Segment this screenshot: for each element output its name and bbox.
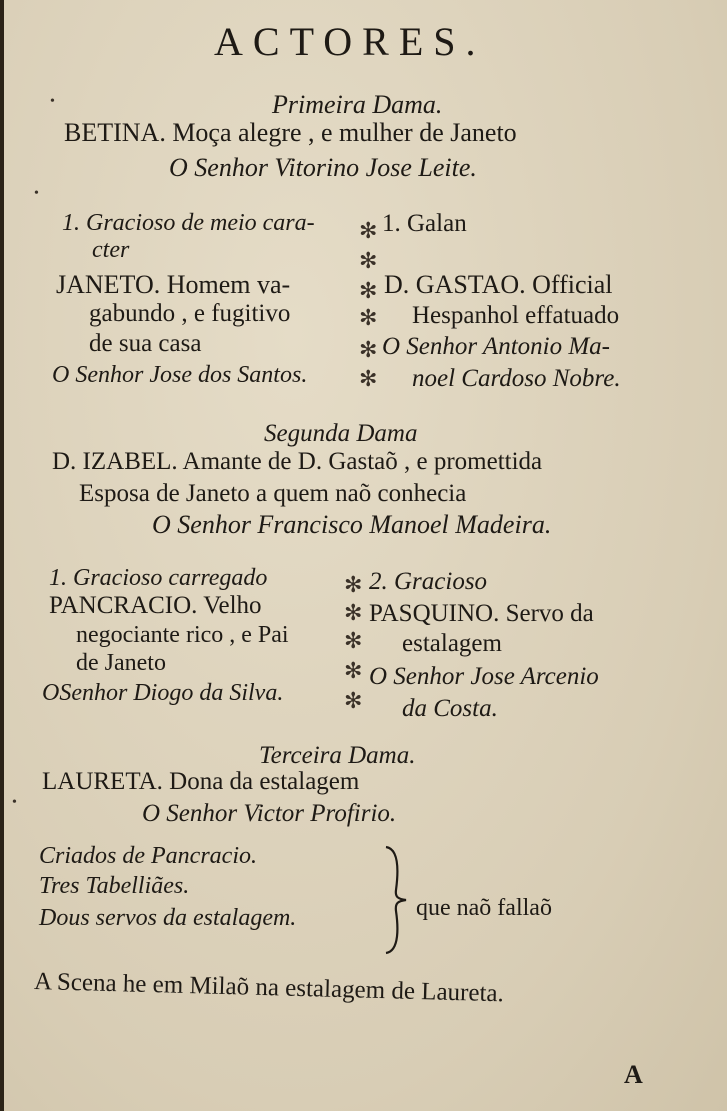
fleuron-ornament: ✻	[344, 688, 363, 713]
janeto-description-1: JANETO. Homem va-	[56, 270, 291, 299]
ink-speck: •	[34, 186, 39, 201]
fleuron-ornament: ✻	[359, 305, 378, 330]
pancracio-description-3: de Janeto	[76, 650, 166, 676]
pancracio-description-2: negociante rico , e Pai	[76, 622, 289, 648]
fleuron-ornament: ✻	[344, 572, 363, 597]
scene-statement: A Scena he em Milaõ na estalagem de Laureta.	[33, 968, 505, 1008]
gastao-description-1: D. GASTAO. Official	[384, 270, 613, 299]
gracioso-2-label: 1. Gracioso carregado	[49, 565, 268, 591]
pancracio-actor: OSenhor Diogo da Silva.	[42, 680, 284, 706]
gastao-description-2: Hespanhol effatuado	[412, 302, 620, 329]
janeto-actor: O Senhor Jose dos Santos.	[52, 362, 308, 388]
mute-character: Dous servos da estalagem.	[39, 905, 297, 931]
laureta-description: LAURETA. Dona da estalagem	[42, 768, 360, 795]
fleuron-ornament: ✻	[359, 218, 378, 243]
fleuron-ornament: ✻	[359, 366, 378, 391]
segunda-dama-heading: Segunda Dama	[264, 420, 418, 447]
fleuron-ornament: ✻	[344, 658, 363, 683]
fleuron-ornament: ✻	[344, 600, 363, 625]
fleuron-ornament: ✻	[344, 628, 363, 653]
terceira-dama-heading: Terceira Dama.	[259, 742, 416, 769]
fleuron-ornament: ✻	[359, 337, 378, 362]
gastao-actor-2: noel Cardoso Nobre.	[412, 365, 621, 392]
mute-character: Tres Tabelliães.	[39, 873, 190, 899]
pasquino-description-1: PASQUINO. Servo da	[369, 600, 594, 627]
janeto-description-3: de sua casa	[89, 330, 202, 357]
mute-character: Criados de Pancracio.	[39, 843, 257, 869]
izabel-description-2: Esposa de Janeto a quem naõ conhecia	[79, 480, 467, 507]
pasquino-description-2: estalagem	[402, 630, 502, 657]
fleuron-ornament: ✻	[359, 278, 378, 303]
book-page	[4, 0, 727, 1111]
laureta-actor: O Senhor Victor Profirio.	[142, 800, 397, 827]
gastao-actor-1: O Senhor Antonio Ma-	[382, 333, 610, 360]
galan-label: 1. Galan	[382, 210, 467, 237]
fleuron-ornament: ✻	[359, 248, 378, 273]
signature-mark: A	[624, 1060, 643, 1089]
pasquino-actor-1: O Senhor Jose Arcenio	[369, 663, 599, 690]
gracioso-1-label: 1. Gracioso de meio cara-	[62, 210, 315, 236]
izabel-description-1: D. IZABEL. Amante de D. Gastaõ , e promettida	[52, 448, 543, 475]
betina-actor: O Senhor Vitorino Jose Leite.	[169, 153, 477, 182]
page-title: ACTORES.	[214, 19, 486, 64]
izabel-actor: O Senhor Francisco Manoel Madeira.	[152, 510, 552, 539]
betina-description: BETINA. Moça alegre , e mulher de Janeto	[64, 118, 517, 147]
ink-speck: •	[50, 94, 55, 109]
gracioso-3-label: 2. Gracioso	[369, 568, 488, 595]
curly-brace-icon	[382, 845, 410, 955]
pasquino-actor-2: da Costa.	[402, 695, 498, 722]
primeira-dama-heading: Primeira Dama.	[272, 90, 443, 119]
gracioso-1-label-cont: cter	[92, 237, 130, 263]
janeto-description-2: gabundo , e fugitivo	[89, 300, 291, 327]
pancracio-description-1: PANCRACIO. Velho	[49, 592, 262, 619]
ink-speck: •	[12, 795, 17, 810]
mute-note: que naõ fallaõ	[416, 895, 552, 921]
